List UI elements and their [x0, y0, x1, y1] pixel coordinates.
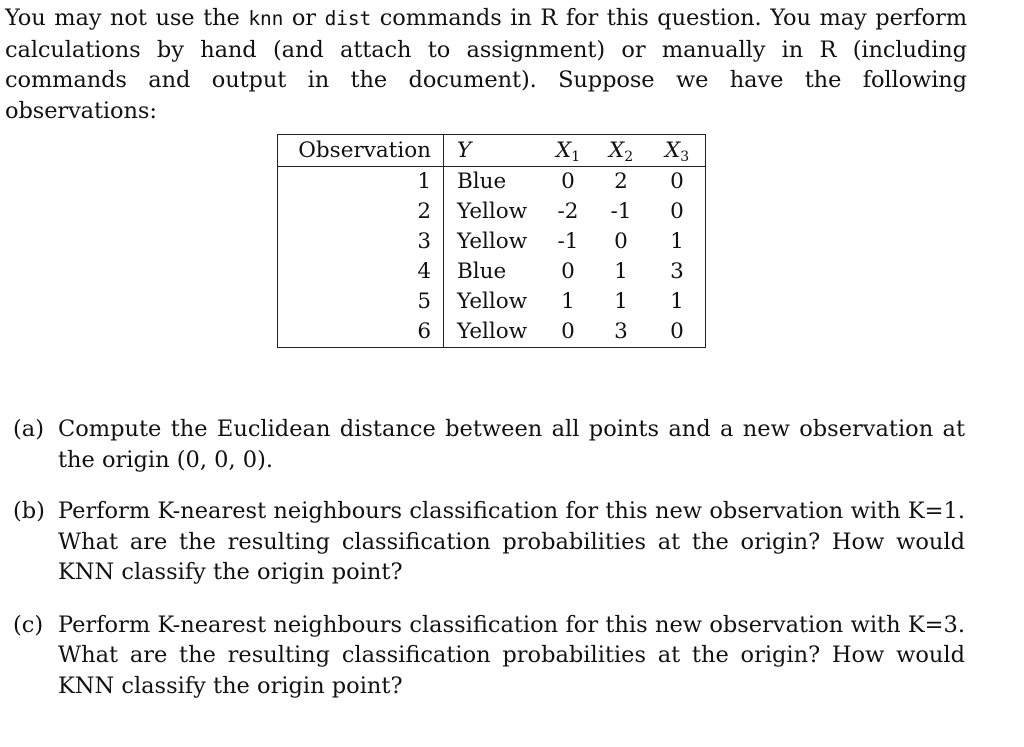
cell-x1: -2 [557, 199, 579, 224]
cell-observation: 1 [278, 167, 444, 198]
intro-text-1: You may not use the [5, 5, 249, 31]
header-x3: $X_3$ [649, 135, 706, 167]
cell-x3: 0 [670, 199, 684, 224]
question-a [13, 414, 965, 475]
dist-command: dist [324, 7, 372, 30]
table-row [278, 287, 706, 317]
table-row [278, 197, 706, 227]
cell-y: Yellow [457, 229, 528, 254]
table-header-row [278, 135, 706, 167]
questions-list [13, 414, 965, 701]
cell-y: Blue [457, 259, 507, 284]
question-text: Perform K-nearest neighbours classification for this new observation with K=1. What are the resulting classification probabilities at the origin? How would KNN classify the origin point? [58, 498, 965, 585]
cell-x3: 1 [670, 289, 684, 314]
cell-x2: 2 [614, 169, 628, 194]
table-row [278, 167, 706, 198]
cell-x2: 3 [614, 319, 628, 344]
table-row [278, 257, 706, 287]
cell-observation: 6 [278, 317, 444, 348]
cell-y: Yellow [457, 199, 528, 224]
cell-x1: 0 [561, 169, 575, 194]
cell-observation: 3 [278, 227, 444, 257]
question-b [13, 496, 965, 588]
question-label: (b) [13, 498, 45, 524]
cell-x1: 0 [561, 319, 575, 344]
intro-paragraph [5, 3, 967, 126]
question-text: Perform K-nearest neighbours classification for this new observation with K=3. What are the resulting classification probabilities at the origin? How would KNN classify the origin point? [58, 611, 965, 699]
intro-text-2: or [283, 5, 325, 31]
cell-x2: 1 [614, 289, 628, 314]
cell-observation: 5 [278, 287, 444, 317]
header-y: Y [444, 135, 544, 167]
intro-text-3: commands in R for this question. You may perform calculations by hand (and attach to assignment) or manually in R (including commands and output in the document). Suppose we have the following observations: [5, 5, 968, 124]
cell-x2: 0 [614, 229, 628, 254]
cell-y: Yellow [457, 319, 528, 344]
cell-observation: 2 [278, 197, 444, 227]
cell-x3: 1 [670, 229, 684, 254]
cell-y: Blue [457, 169, 507, 194]
question-label: (c) [13, 611, 44, 638]
header-x1: $X_1$ [543, 135, 593, 167]
table-row [278, 317, 706, 348]
header-observation: Observation [278, 135, 444, 167]
table-row [278, 227, 706, 257]
question-label: (a) [13, 416, 44, 442]
cell-x1: 0 [561, 259, 575, 284]
cell-x3: 3 [670, 259, 684, 284]
question-text: Compute the Euclidean distance between all points and a new observation at the origin (0, 0, 0). [58, 416, 965, 473]
cell-y: Yellow [457, 289, 528, 314]
header-x2: $X_2$ [593, 135, 649, 167]
cell-observation: 4 [278, 257, 444, 287]
cell-x3: 0 [670, 169, 684, 194]
observations-table [277, 134, 706, 348]
knn-command: knn [248, 7, 284, 30]
cell-x2: 1 [614, 259, 628, 284]
cell-x3: 0 [670, 319, 684, 344]
cell-x1: 1 [561, 289, 575, 314]
cell-x2: -1 [610, 199, 632, 224]
question-c [13, 610, 965, 702]
cell-x1: -1 [557, 229, 579, 254]
